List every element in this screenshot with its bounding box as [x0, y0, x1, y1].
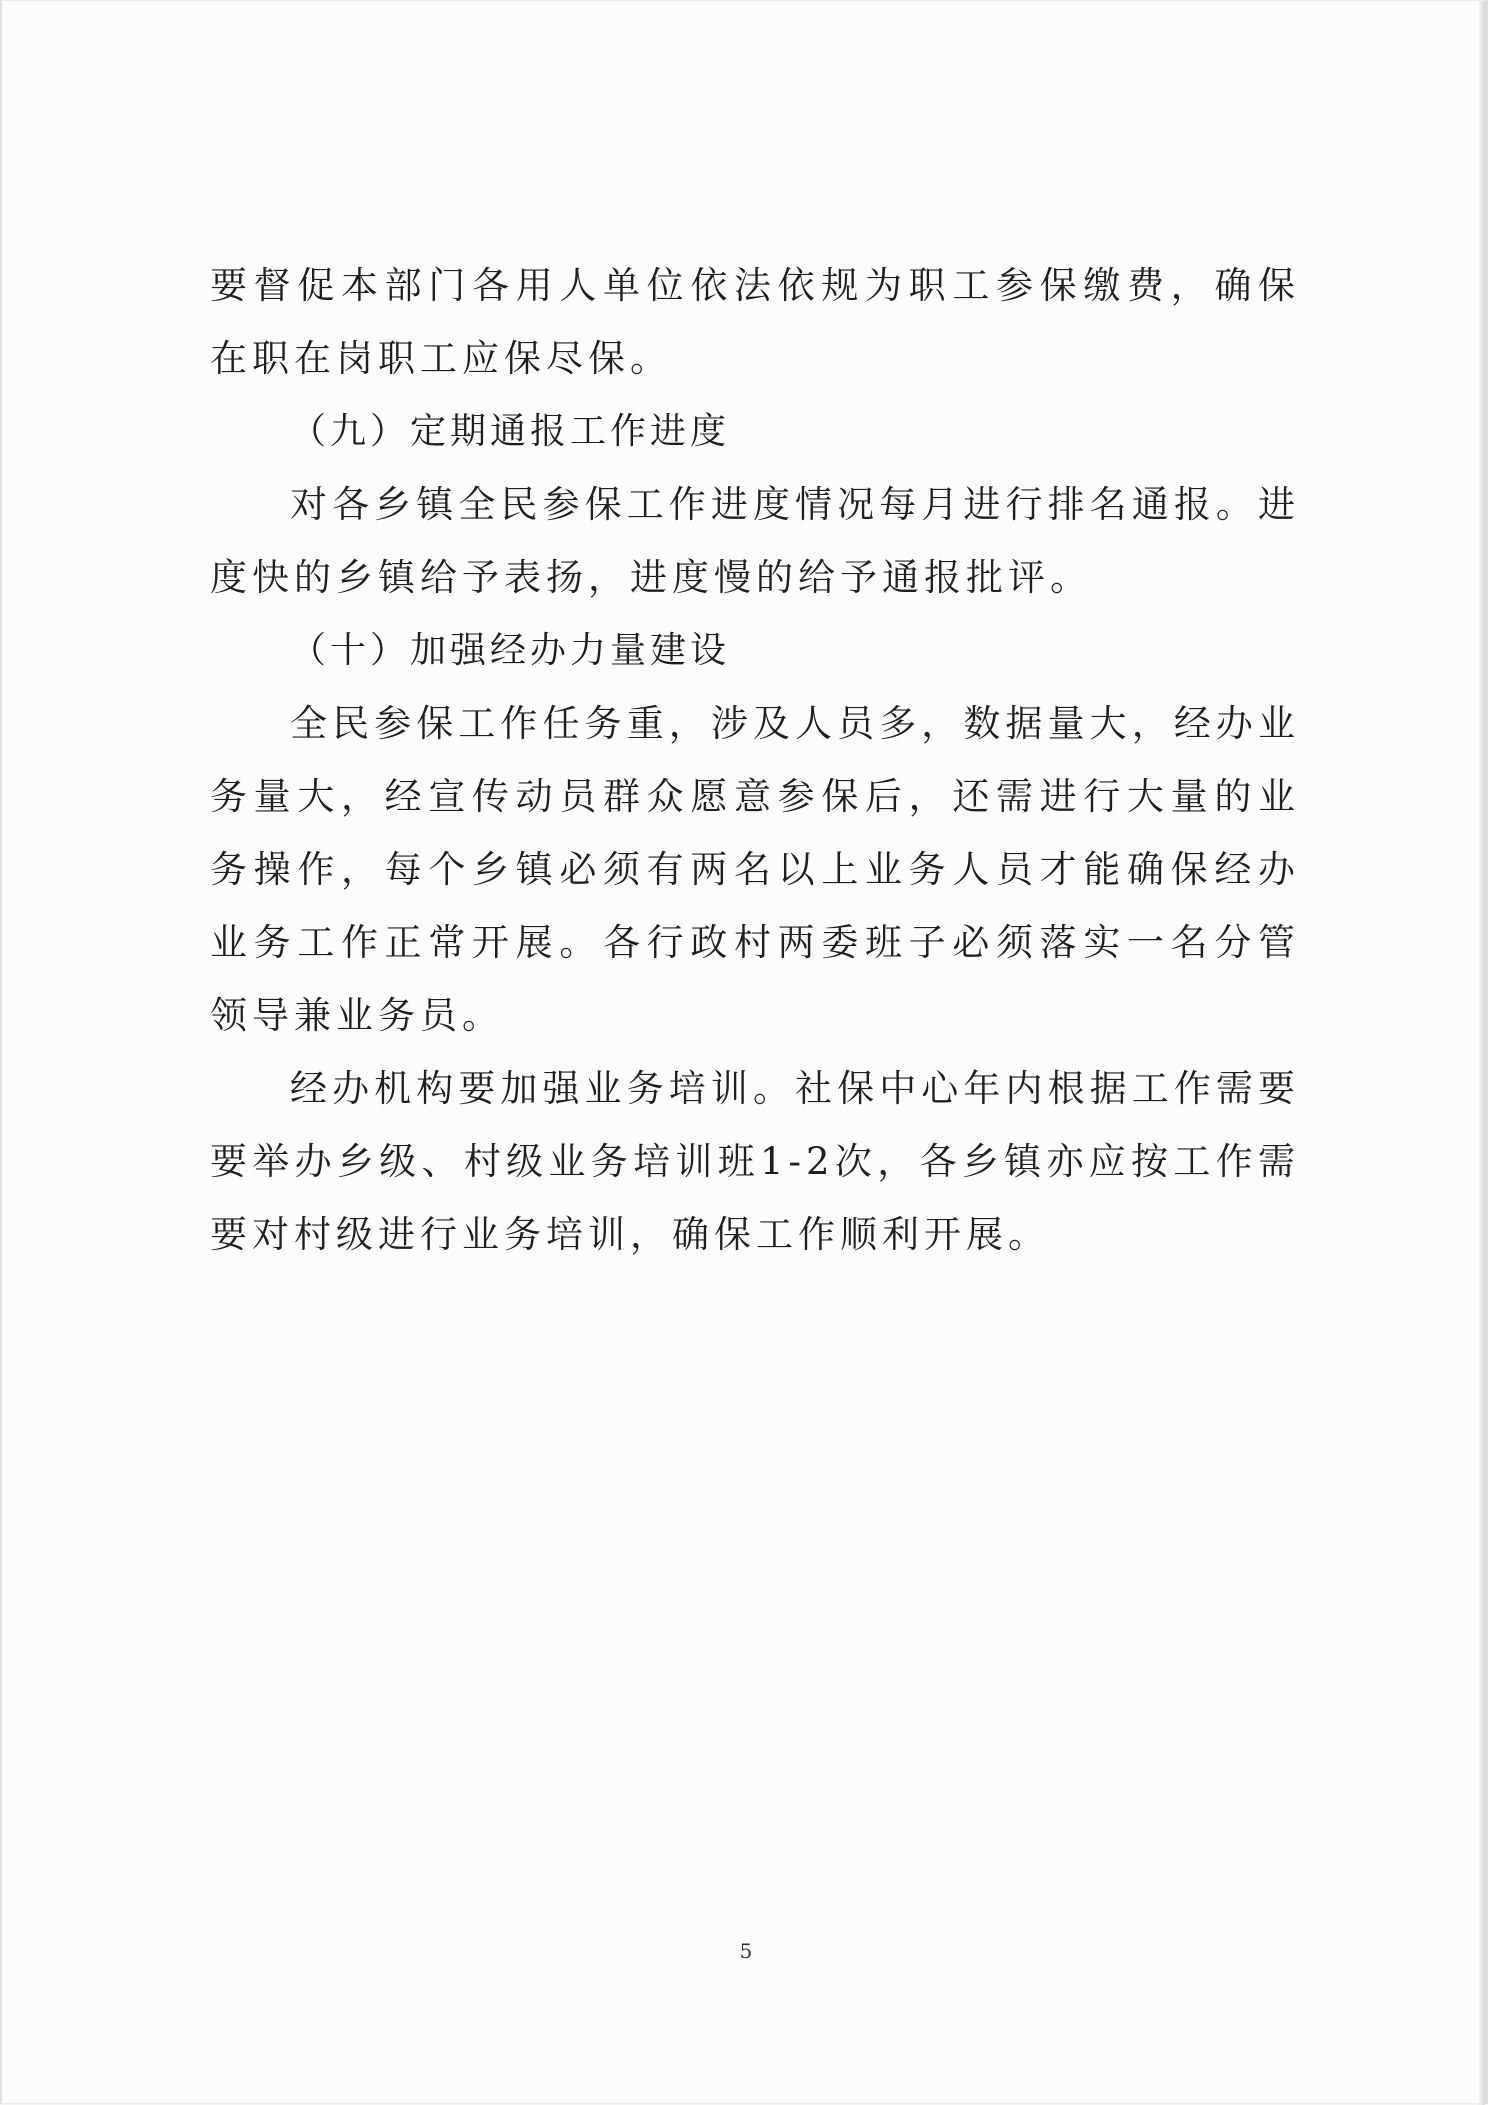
page-number: 5: [739, 1939, 753, 1963]
section-heading-ten: （十）加强经办力量建设: [290, 630, 731, 671]
paragraph-staffing: 全民参保工作任务重，涉及人员多，数据量大，经办业务量大，经宣传动员群众愿意参保后，还需进行大量的业务操作，每个乡镇必须有两名以上业务人员才能确保经办业务工作正常开展。各行政村两委班子必须落实一名分管领导兼业务员。: [210, 702, 1300, 1037]
scan-edge-shadow: [1479, 1, 1485, 2105]
section-heading-nine: （九）定期通报工作进度: [290, 411, 731, 452]
paragraph-progress-report: 对各乡镇全民参保工作进度情况每月进行排名通报。进度快的乡镇给予表扬，进度慢的给予通报批评。: [210, 483, 1300, 599]
paragraph-continuation: 要督促本部门各用人单位依法依规为职工参保缴费，确保在职在岗职工应保尽保。: [210, 264, 1300, 380]
paragraph-training: 经办机构要加强业务培训。社保中心年内根据工作需要要举办乡级、村级业务培训班1-2次，各乡镇亦应按工作需要对村级进行业务培训，确保工作顺利开展。: [210, 1067, 1300, 1256]
document-body: [210, 249, 1300, 1271]
